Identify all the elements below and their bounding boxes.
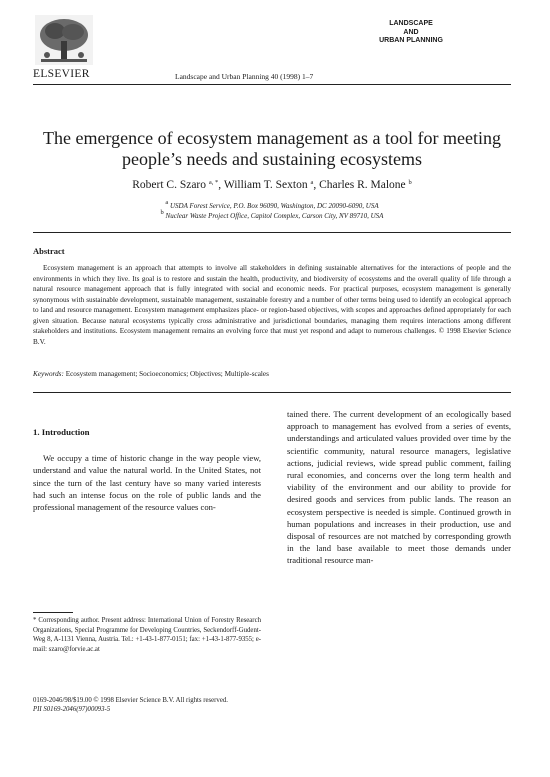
body-paragraph: We occupy a time of historic change in the way people view, understand and value the natural world. In the United States, not since the turn of the last century have so many varied interests had such an intense focus on the role of public lands and the professional management of the resource values con-: [33, 453, 261, 513]
affiliation-text: USDA Forest Service, P.O. Box 96090, Washington, DC 20090-6090, USA: [170, 202, 379, 210]
corresponding-author-footnote: * Corresponding author. Present address: International Union of Forestry Research Organizations, Special Programme for Developing Countries, Seckendorff-Gudent-Weg 8, A-1131 Vienna, Austria. Tel.: +1-43-1-877-0151; fax: +1-43-1-877-9355; e-mail: szaro@forvie.ac.at: [33, 617, 261, 653]
author-name: Robert C. Szaro: [132, 179, 206, 191]
section-heading: 1. Introduction: [33, 427, 90, 437]
journal-name-line: AND: [403, 28, 419, 36]
copyright-block: [33, 696, 228, 714]
author-name: William T. Sexton: [223, 179, 308, 191]
keywords-list: Ecosystem management; Socioeconomics; Objectives; Multiple-scales: [65, 370, 269, 378]
author-affiliation-mark: a: [310, 179, 314, 186]
title-line: The emergence of ecosystem management as a tool for meeting: [43, 128, 501, 148]
author-list: Robert C. Szaro $^{a, *}$, William T. Sexton $^a$, Charles R. Malone $^b$: [132, 179, 412, 191]
pii-line: PII S0169-2046(97)00093-5: [33, 706, 111, 714]
elsevier-tree-logo: [35, 15, 93, 65]
right-column: [287, 408, 511, 567]
title-line: people’s needs and sustaining ecosystems: [122, 149, 422, 169]
issn-copyright-line: 0169-2046/98/$19.00 © 1998 Elsevier Science B.V. All rights reserved.: [33, 697, 228, 704]
left-column: [33, 426, 261, 513]
body-paragraph: tained there. The current development of an ecologically based approach to management has evolved from a series of events, understandings and articulated values provided over time by the scientific community, natural resource managers, legislative actions, judicial reviews, wide spread public comment, failing rural economies, and concerns over the long term health and viability of the environment and our ability to provide for desired goods and services from public lands. The reason an ecosystem perspective is needed is simple. Continued growth in human populations and increases in their production, use and disposal of resources are not matched by corresponding growth in the land base available to meet those demands under traditional resource man-: [287, 409, 511, 566]
abstract-text: Ecosystem management is an approach that attempts to involve all stakeholders in defining sustainable alternatives for the interactions of people and the environments in which they live. Its goal is to restore and sustain the health, productivity, and biodiversity of ecosystems and the overall quality of life through a natural resource management approach that is fully integrated with social and economic needs. For practical purposes, ecosystem management is generally synonymous with sustainable development, sustainable management, sustainable forestry and a number of other terms being used to identify an ecological approach to land and resource management. Ecosystem management emphasizes place- or region-based objectives, with scopes and approaches defined appropriately for each given situation. Because natural ecosystems typically cross administrative and jurisdictional boundaries, managing them requires interactions among different stakeholders and institutions. Ecosystem management remains an evolving force that must yet respond and adapt to numerous challenges. © 1998 Elsevier Science B.V.: [33, 264, 511, 346]
footnote-rule: [33, 612, 73, 613]
header-rule: [33, 84, 511, 85]
abstract-top-rule: [33, 232, 511, 233]
journal-name: [356, 20, 466, 46]
affiliation-mark: a: [165, 199, 169, 206]
abstract-heading: Abstract: [33, 246, 65, 256]
keywords-label: Keywords:: [33, 370, 64, 378]
journal-citation: Landscape and Urban Planning 40 (1998) 1–7: [175, 72, 314, 81]
author-affiliation-mark: b: [408, 179, 412, 186]
article-title: [33, 128, 511, 170]
author-affiliation-mark: a, *: [208, 179, 219, 186]
journal-name-line: URBAN PLANNING: [379, 37, 443, 44]
keywords: [33, 370, 511, 378]
author-name: Charles R. Malone: [319, 179, 406, 191]
affiliation-mark: b: [160, 209, 164, 216]
publisher-name: ELSEVIER: [33, 68, 90, 80]
journal-name-line: LANDSCAPE: [389, 20, 433, 27]
affiliation: [33, 209, 511, 220]
affiliation-text: Nuclear Waste Project Office, Capitol Complex, Carson City, NV 89710, USA: [165, 212, 384, 220]
abstract-bottom-rule: [33, 392, 511, 393]
